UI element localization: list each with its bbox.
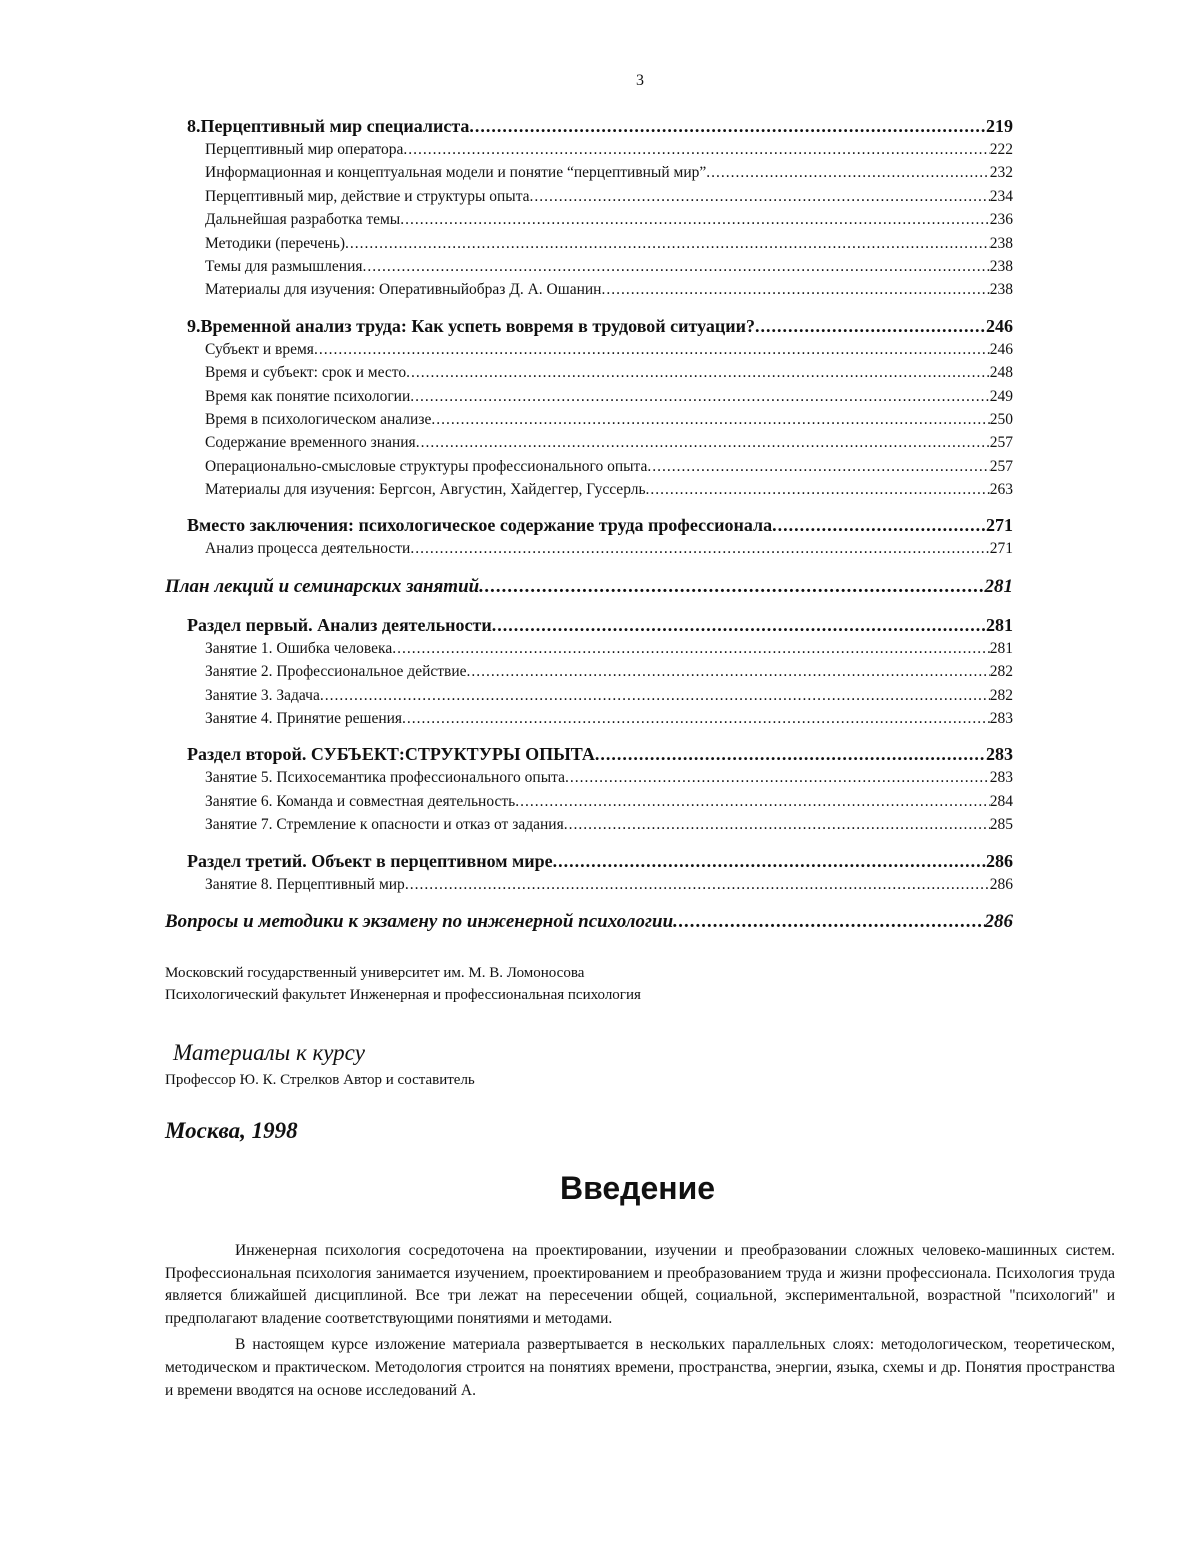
toc-entry-title: Субъект и время — [205, 340, 314, 358]
toc-entry-page: 250 — [989, 410, 1013, 428]
toc-leader-dots — [314, 338, 990, 361]
toc-entry-chapter[interactable] — [165, 613, 1013, 637]
toc-entry-page: 283 — [986, 744, 1013, 765]
toc-leader-dots — [565, 766, 990, 789]
toc-entry-page: 286 — [984, 910, 1013, 932]
toc-entry-page: 257 — [989, 434, 1013, 452]
toc-entry-sub[interactable] — [165, 813, 1013, 836]
university-name: Московский государственный университет им. М. В. Ломоносова — [165, 965, 585, 981]
toc-leader-dots — [595, 742, 986, 766]
toc-leader-dots — [402, 707, 990, 730]
toc-entry-title: Темы для размышления — [205, 257, 363, 275]
toc-entry-page: 222 — [989, 141, 1013, 158]
toc-gap — [165, 730, 1013, 742]
toc-entry-title: Перцептивный мир, действие и структуры опыта — [205, 187, 530, 205]
toc-entry-page: 248 — [989, 364, 1013, 382]
toc-leader-dots — [345, 232, 990, 255]
toc-entry-title: Занятие 2. Профессиональное действие — [205, 663, 467, 681]
intro-heading: Введение — [559, 1170, 716, 1206]
toc-leader-dots — [431, 408, 989, 431]
intro-paragraph: Инженерная психология сосредоточена на проектировании, изучении и преобразовании сложных человеко-машинных систем. Профессиональная психология занимается изучением, проектированием и преобразованием труда и жизни профессионала. Психология труда является ближайшей дисциплиной. Все три лежат на пересечении общей, социальной, экспериментальной, возрастной "психологий" и предполагают владение соответствующими понятиями и методами. — [165, 1242, 1115, 1327]
toc-entry-page: 246 — [989, 340, 1013, 358]
toc-leader-dots — [564, 813, 990, 836]
toc-entry-sub[interactable] — [165, 361, 1013, 384]
toc-entry-sub[interactable] — [165, 660, 1013, 683]
toc-leader-dots — [772, 513, 986, 537]
toc-entry-sub[interactable] — [165, 161, 1013, 184]
toc-entry-chapter[interactable] — [165, 742, 1013, 766]
toc-entry-title: Время и субъект: срок и место — [205, 364, 407, 382]
toc-entry-sub[interactable] — [165, 766, 1013, 789]
toc-gap — [165, 601, 1013, 613]
toc-entry-page: 238 — [989, 281, 1013, 299]
toc-entry-sub[interactable] — [165, 790, 1013, 813]
toc-entry-title: Методики (перечень) — [205, 234, 345, 252]
toc-leader-dots — [416, 431, 990, 454]
toc-entry-sub[interactable] — [165, 408, 1013, 431]
toc-entry-sub[interactable] — [165, 232, 1013, 255]
toc-entry-page: 285 — [989, 816, 1013, 834]
toc-leader-dots — [410, 385, 989, 408]
toc-entry-sub[interactable] — [165, 873, 1013, 896]
toc-entry-sub[interactable] — [165, 684, 1013, 707]
page-number: 3 — [636, 72, 644, 89]
toc-entry-page: 232 — [989, 164, 1013, 182]
toc-leader-dots — [479, 573, 984, 601]
toc-entry-title: Информационная и концептуальная модели и понятие “перцептивный мир” — [205, 164, 707, 182]
toc-entry-title: Занятие 8. Перцептивный мир — [205, 875, 405, 893]
toc-leader-dots — [469, 114, 986, 138]
toc-entry-chapter[interactable] — [165, 114, 1013, 138]
toc-entry-title: Занятие 1. Ошибка человека — [205, 639, 393, 657]
toc-entry-title: Раздел первый. Анализ деятельности — [187, 614, 492, 635]
toc-entry-chapter[interactable] — [165, 513, 1013, 537]
toc-leader-dots — [601, 278, 989, 301]
faculty-name: Психологический факультет Инженерная и профессиональная психология — [165, 987, 641, 1003]
toc-entry-sub[interactable] — [165, 455, 1013, 478]
toc-entry-sub[interactable] — [165, 637, 1013, 660]
toc-entry-part[interactable] — [165, 573, 1013, 601]
toc-entry-title: Занятие 5. Психосемантика профессионального опыта — [205, 769, 565, 787]
toc-entry-title: Материалы для изучения: Бергсон, Августин, Хайдеггер, Гуссерль — [205, 481, 646, 499]
city-year: Москва, 1998 — [165, 1118, 298, 1143]
toc-entry-title: Операционально-смысловые структуры профессионального опыта — [205, 457, 648, 475]
toc-leader-dots — [755, 314, 986, 338]
toc-leader-dots — [492, 613, 986, 637]
toc-entry-title: Дальнейшая разработка темы — [205, 211, 401, 229]
toc-entry-sub[interactable] — [165, 385, 1013, 408]
toc-gap — [165, 501, 1013, 513]
toc-entry-title: Занятие 7. Стремление к опасности и отказ от задания — [205, 816, 564, 834]
toc-entry-sub[interactable] — [165, 431, 1013, 454]
toc-entry-page: 281 — [986, 614, 1013, 635]
toc-entry-title: Перцептивный мир оператора — [205, 141, 404, 158]
toc-entry-title: Время в психологическом анализе — [205, 410, 432, 428]
toc-entry-title: Материалы для изучения: Оперативныйобраз Д. А. Ошанин — [205, 281, 602, 299]
toc-entry-page: 283 — [989, 769, 1013, 787]
author-line: Профессор Ю. К. Стрелков Автор и составитель — [165, 1072, 475, 1088]
toc-leader-dots — [706, 161, 989, 184]
toc-leader-dots — [467, 660, 990, 683]
toc-entry-sub[interactable] — [165, 338, 1013, 361]
toc-entry-page: 286 — [986, 850, 1013, 871]
toc-leader-dots — [673, 908, 984, 936]
intro-paragraph: В настоящем курсе изложение материала развертывается в нескольких параллельных слоях: методологическом, теоретическом, методическом и практическом. Методология строится на понятиях времени, пространства, энергии, языка, схемы и др. Понятия пространства и времени вводятся на основе исследований А. — [165, 1336, 1115, 1399]
toc-entry-page: 286 — [989, 875, 1013, 893]
toc-entry-page: 263 — [989, 481, 1013, 499]
toc-entry-title: Вопросы и методики к экзамену по инженерной психологии — [165, 910, 674, 932]
toc-leader-dots — [392, 637, 990, 660]
toc-entry-title: Анализ процесса деятельности — [205, 540, 411, 558]
toc-leader-dots — [406, 361, 990, 384]
toc-entry-page: 246 — [986, 315, 1013, 336]
toc-entry-page: 234 — [989, 187, 1013, 205]
toc-entry-page: 282 — [989, 663, 1013, 681]
toc-leader-dots — [647, 455, 989, 478]
toc-leader-dots — [320, 684, 990, 707]
toc-entry-page: 236 — [989, 211, 1013, 229]
toc-leader-dots — [363, 255, 990, 278]
toc-entry-sub[interactable] — [165, 185, 1013, 208]
university-info — [165, 962, 641, 1006]
toc-leader-dots — [530, 185, 990, 208]
toc-entry-sub[interactable] — [165, 707, 1013, 730]
toc-leader-dots — [405, 873, 990, 896]
toc-entry-page: 271 — [986, 515, 1013, 536]
toc-entry-title: Содержание временного знания — [205, 434, 416, 452]
toc-entry-page: 284 — [989, 792, 1013, 810]
materials-title: Материалы к курсу — [173, 1040, 365, 1065]
toc-entry-chapter[interactable] — [165, 849, 1013, 873]
toc-entry-title: Раздел третий. Объект в перцептивном мире — [187, 850, 553, 871]
toc-entry-title: 9.Временной анализ труда: Как успеть вовремя в трудовой ситуации? — [187, 315, 756, 336]
toc-entry-part[interactable] — [165, 908, 1013, 936]
toc-entry-sub[interactable] — [165, 537, 1013, 560]
toc-entry-sub[interactable] — [165, 208, 1013, 231]
toc-entry-title: Вместо заключения: психологическое содержание труда профессионала — [187, 515, 773, 536]
toc-entry-title: План лекций и семинарских занятий — [165, 575, 480, 597]
toc-entry-page: 282 — [989, 686, 1013, 704]
toc-gap — [165, 896, 1013, 908]
toc-leader-dots — [410, 537, 989, 560]
toc-entry-page: 281 — [989, 639, 1013, 657]
toc-entry-page: 249 — [989, 387, 1013, 405]
toc-leader-dots — [515, 790, 990, 813]
table-of-contents — [165, 114, 1013, 936]
toc-entry-sub[interactable] — [165, 478, 1013, 501]
toc-entry-title: Раздел второй. СУБЪЕКТ:СТРУКТУРЫ ОПЫТА — [187, 744, 595, 765]
toc-entry-title: 8.Перцептивный мир специалиста — [187, 116, 470, 136]
toc-entry-page: 219 — [986, 116, 1013, 136]
toc-gap — [165, 302, 1013, 314]
toc-entry-title: Занятие 4. Принятие решения — [205, 710, 403, 728]
toc-entry-page: 238 — [989, 257, 1013, 275]
toc-entry-title: Время как понятие психологии — [205, 387, 411, 405]
toc-gap — [165, 561, 1013, 573]
toc-entry-page: 238 — [989, 234, 1013, 252]
toc-entry-chapter[interactable] — [165, 314, 1013, 338]
toc-entry-page: 257 — [989, 457, 1013, 475]
toc-gap — [165, 837, 1013, 849]
toc-entry-page: 281 — [984, 575, 1013, 597]
toc-leader-dots — [646, 478, 990, 501]
toc-entry-sub[interactable] — [165, 278, 1013, 301]
toc-leader-dots — [400, 208, 990, 231]
toc-entry-sub[interactable] — [165, 255, 1013, 278]
toc-leader-dots — [403, 138, 989, 161]
toc-entry-sub[interactable] — [165, 138, 1013, 161]
toc-entry-title: Занятие 6. Команда и совместная деятельность — [205, 792, 516, 810]
toc-leader-dots — [553, 849, 986, 873]
toc-entry-page: 271 — [989, 540, 1013, 558]
toc-entry-page: 283 — [989, 710, 1013, 728]
intro-text — [165, 1240, 1115, 1406]
toc-entry-title: Занятие 3. Задача — [205, 686, 320, 704]
